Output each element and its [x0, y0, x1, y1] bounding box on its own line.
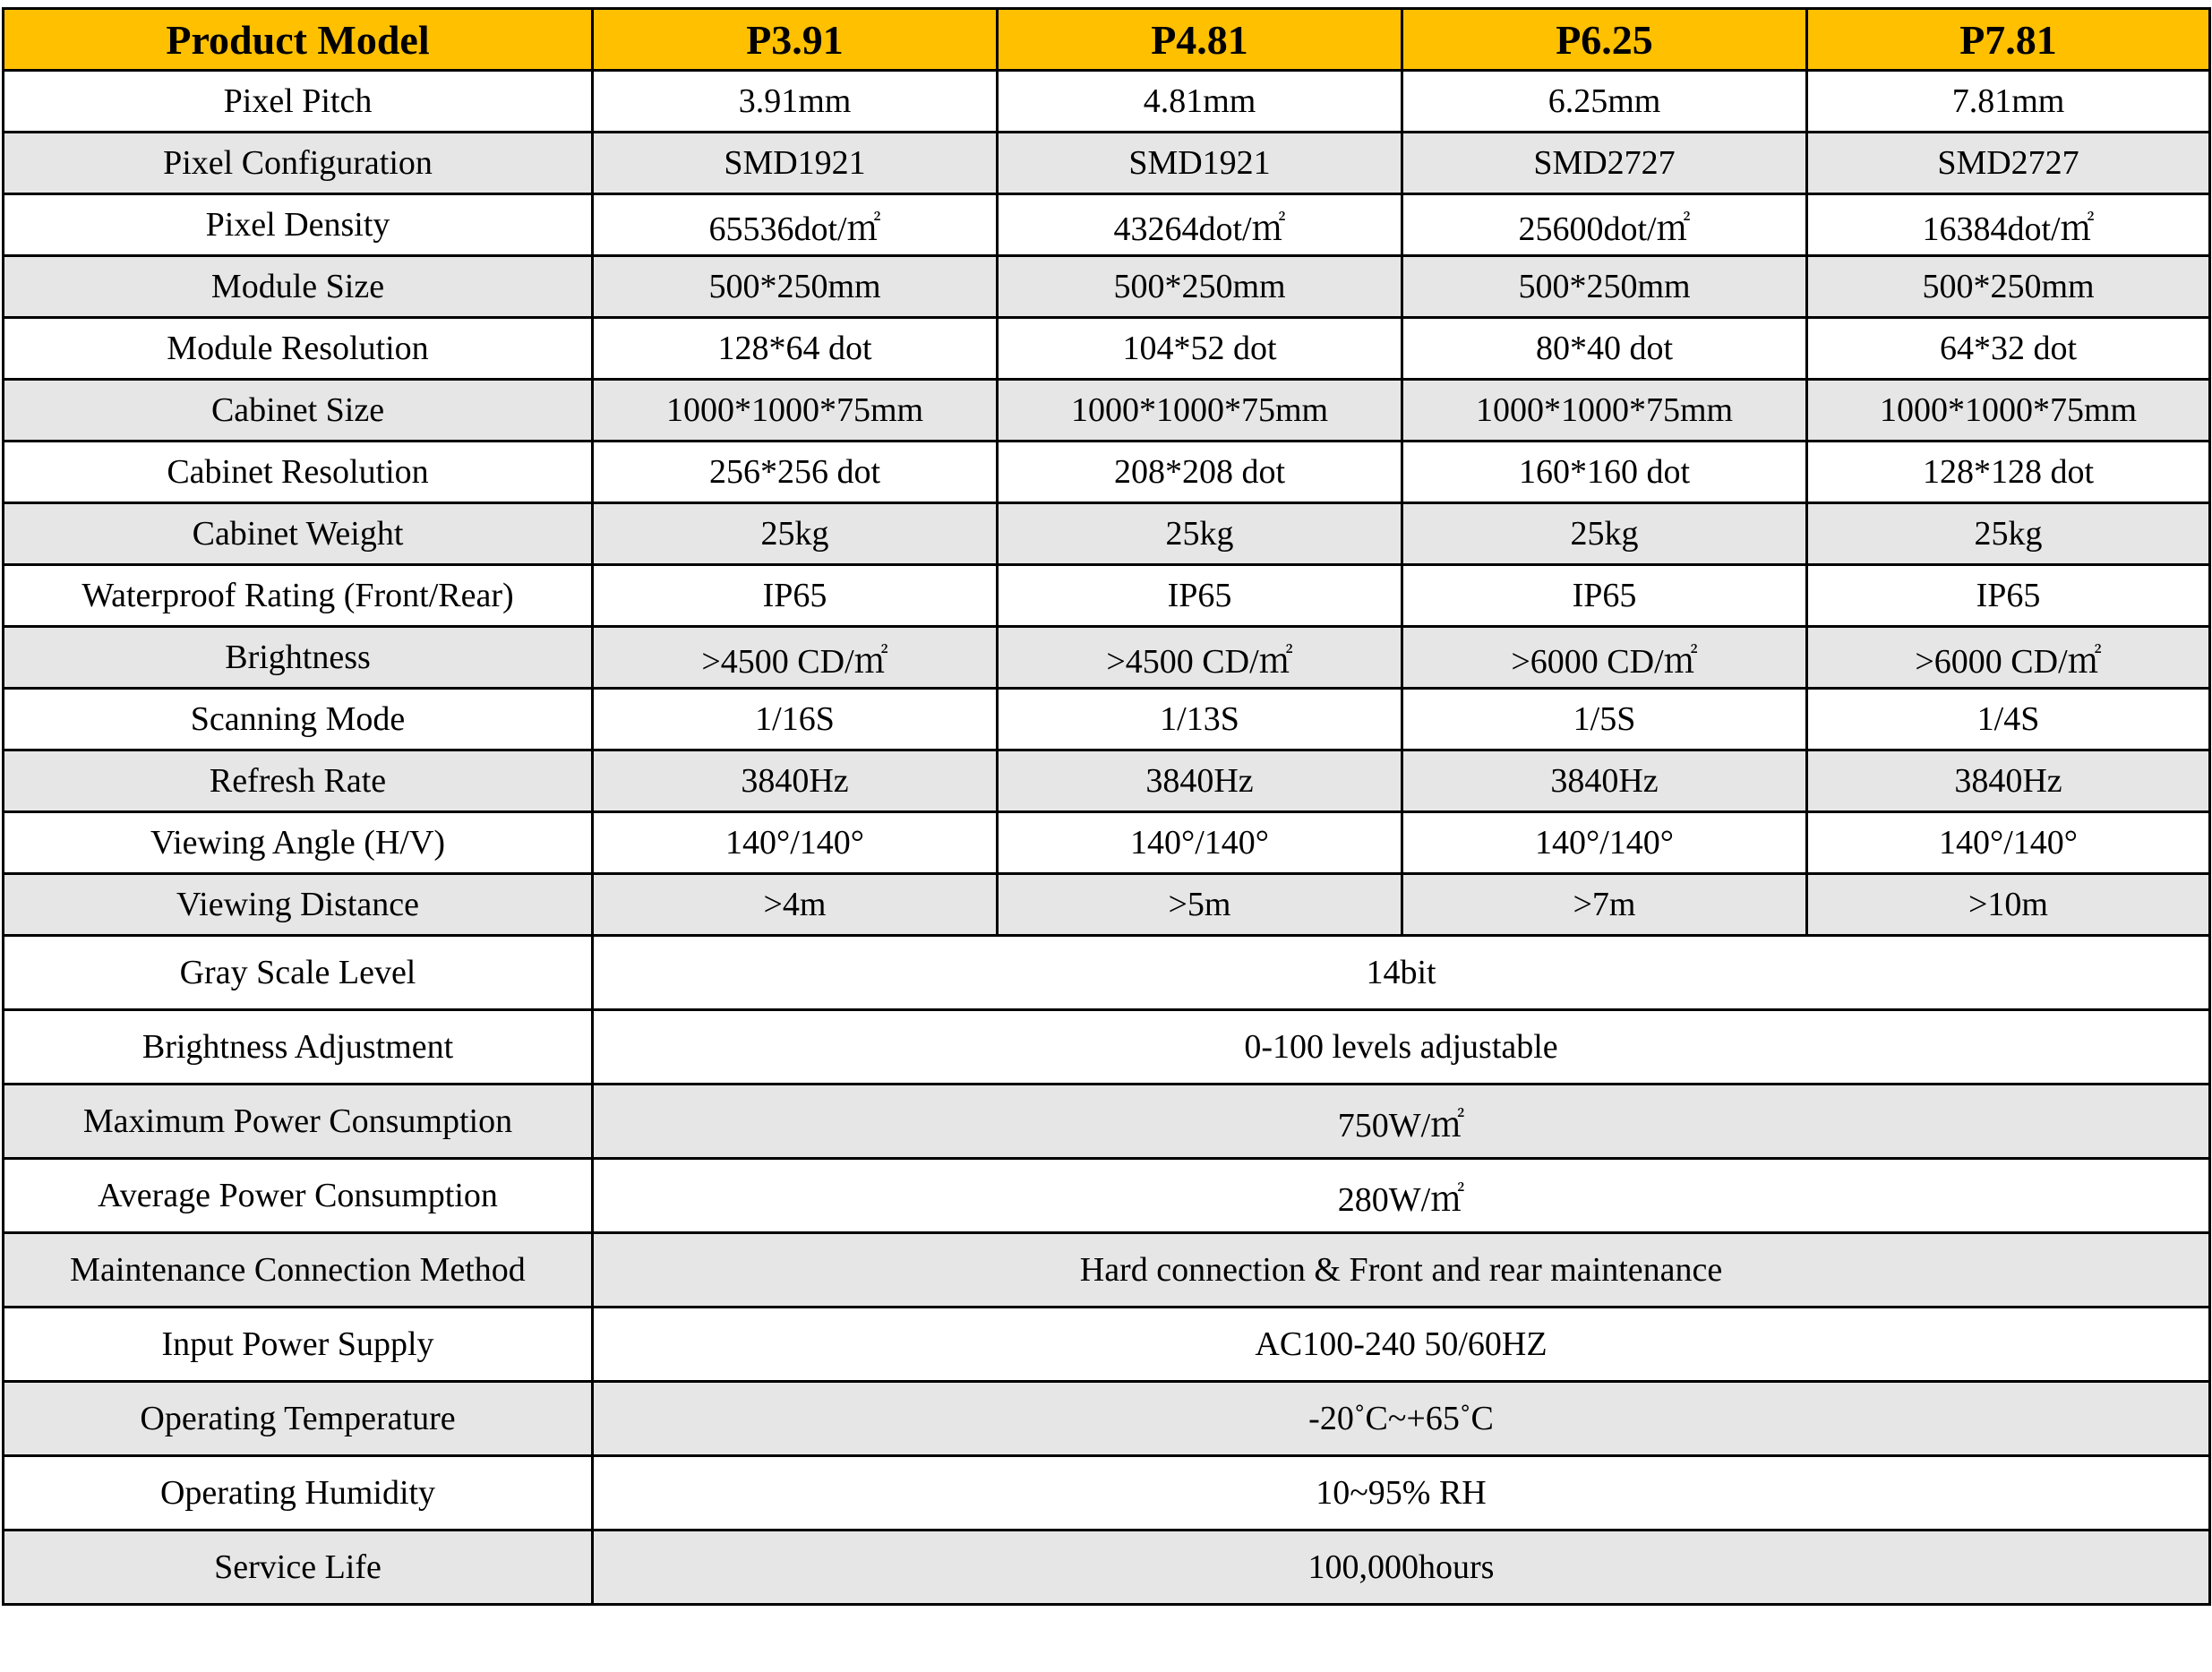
row-value: SMD2727 [1402, 133, 1807, 194]
row-value: 16384dot/㎡ [1807, 194, 2210, 256]
table-row [4, 874, 2210, 936]
table-row [4, 503, 2210, 565]
header-row [4, 9, 2210, 71]
row-value: SMD1921 [998, 133, 1402, 194]
table-row [4, 318, 2210, 380]
row-value: 1/4S [1807, 689, 2210, 750]
header-model: P4.81 [998, 9, 1402, 71]
row-value: 6.25mm [1402, 71, 1807, 133]
table-row [4, 1531, 2210, 1605]
row-value: >4500 CD/㎡ [998, 627, 1402, 689]
table-row [4, 812, 2210, 874]
header-product-model: Product Model [4, 9, 593, 71]
row-value: 500*250mm [593, 256, 998, 318]
row-label: Maintenance Connection Method [4, 1233, 593, 1308]
row-value: 3.91mm [593, 71, 998, 133]
row-value: 500*250mm [998, 256, 1402, 318]
row-value: 3840Hz [998, 750, 1402, 812]
row-label: Refresh Rate [4, 750, 593, 812]
row-value: 3840Hz [593, 750, 998, 812]
row-value: 1/16S [593, 689, 998, 750]
row-value: 7.81mm [1807, 71, 2210, 133]
row-value-merged: 750W/㎡ [593, 1085, 2210, 1159]
row-value: 1/13S [998, 689, 1402, 750]
header-model: P7.81 [1807, 9, 2210, 71]
row-label: Gray Scale Level [4, 936, 593, 1010]
row-label: Waterproof Rating (Front/Rear) [4, 565, 593, 627]
row-value: 25kg [1807, 503, 2210, 565]
row-label: Average Power Consumption [4, 1159, 593, 1233]
table-row [4, 750, 2210, 812]
table-row [4, 71, 2210, 133]
row-value: 500*250mm [1807, 256, 2210, 318]
row-value: 140°/140° [1402, 812, 1807, 874]
table-row [4, 442, 2210, 503]
row-value: SMD2727 [1807, 133, 2210, 194]
row-value: 1000*1000*75mm [1402, 380, 1807, 442]
row-value: 1000*1000*75mm [593, 380, 998, 442]
row-value: 25kg [998, 503, 1402, 565]
row-value: 43264dot/㎡ [998, 194, 1402, 256]
row-value: 140°/140° [1807, 812, 2210, 874]
row-value: 1000*1000*75mm [998, 380, 1402, 442]
row-label: Brightness [4, 627, 593, 689]
row-label: Scanning Mode [4, 689, 593, 750]
row-value: 25600dot/㎡ [1402, 194, 1807, 256]
row-value: 140°/140° [593, 812, 998, 874]
table-row [4, 689, 2210, 750]
row-value-merged: 10~95% RH [593, 1456, 2210, 1531]
row-value: 104*52 dot [998, 318, 1402, 380]
row-label: Operating Temperature [4, 1382, 593, 1456]
row-label: Brightness Adjustment [4, 1010, 593, 1085]
row-label: Viewing Distance [4, 874, 593, 936]
row-label: Pixel Configuration [4, 133, 593, 194]
table-row [4, 133, 2210, 194]
row-value: 128*64 dot [593, 318, 998, 380]
row-label: Cabinet Resolution [4, 442, 593, 503]
row-value: >5m [998, 874, 1402, 936]
row-value: 3840Hz [1807, 750, 2210, 812]
row-value: SMD1921 [593, 133, 998, 194]
row-value: IP65 [1807, 565, 2210, 627]
table-row [4, 565, 2210, 627]
row-value: IP65 [998, 565, 1402, 627]
row-value-merged: 100,000hours [593, 1531, 2210, 1605]
row-label: Pixel Pitch [4, 71, 593, 133]
row-value: 25kg [1402, 503, 1807, 565]
row-value: 500*250mm [1402, 256, 1807, 318]
header-model: P6.25 [1402, 9, 1807, 71]
row-value: 140°/140° [998, 812, 1402, 874]
row-label: Cabinet Weight [4, 503, 593, 565]
row-value: IP65 [593, 565, 998, 627]
row-label: Cabinet Size [4, 380, 593, 442]
row-label: Service Life [4, 1531, 593, 1605]
row-label: Pixel Density [4, 194, 593, 256]
row-label: Module Size [4, 256, 593, 318]
row-value-merged: 14bit [593, 936, 2210, 1010]
row-value: 64*32 dot [1807, 318, 2210, 380]
row-value: 1000*1000*75mm [1807, 380, 2210, 442]
row-value: 1/5S [1402, 689, 1807, 750]
table-row [4, 627, 2210, 689]
table-row [4, 256, 2210, 318]
header-model: P3.91 [593, 9, 998, 71]
table-row [4, 1159, 2210, 1233]
row-label: Operating Humidity [4, 1456, 593, 1531]
row-label: Viewing Angle (H/V) [4, 812, 593, 874]
row-value: 65536dot/㎡ [593, 194, 998, 256]
row-value-merged: Hard connection & Front and rear maintenance [593, 1233, 2210, 1308]
table-row [4, 1010, 2210, 1085]
row-label: Module Resolution [4, 318, 593, 380]
row-value-merged: AC100-240 50/60HZ [593, 1308, 2210, 1382]
row-value-merged: 280W/㎡ [593, 1159, 2210, 1233]
table-row [4, 1233, 2210, 1308]
table-row [4, 936, 2210, 1010]
row-label: Input Power Supply [4, 1308, 593, 1382]
row-value: 3840Hz [1402, 750, 1807, 812]
row-value: >7m [1402, 874, 1807, 936]
table-row [4, 1308, 2210, 1382]
table-row [4, 1456, 2210, 1531]
table-row [4, 380, 2210, 442]
row-value: IP65 [1402, 565, 1807, 627]
row-value: 256*256 dot [593, 442, 998, 503]
row-value: 4.81mm [998, 71, 1402, 133]
row-value: >4500 CD/㎡ [593, 627, 998, 689]
table-header [4, 9, 2210, 71]
spec-table [2, 7, 2211, 1606]
table-body [4, 71, 2210, 1605]
table-row [4, 1382, 2210, 1456]
row-value-merged: 0-100 levels adjustable [593, 1010, 2210, 1085]
row-value-merged: -20˚C~+65˚C [593, 1382, 2210, 1456]
table-row [4, 1085, 2210, 1159]
row-value: >6000 CD/㎡ [1807, 627, 2210, 689]
row-label: Maximum Power Consumption [4, 1085, 593, 1159]
row-value: 160*160 dot [1402, 442, 1807, 503]
row-value: 208*208 dot [998, 442, 1402, 503]
table-row [4, 194, 2210, 256]
row-value: 25kg [593, 503, 998, 565]
row-value: >4m [593, 874, 998, 936]
row-value: 80*40 dot [1402, 318, 1807, 380]
row-value: >6000 CD/㎡ [1402, 627, 1807, 689]
row-value: >10m [1807, 874, 2210, 936]
row-value: 128*128 dot [1807, 442, 2210, 503]
